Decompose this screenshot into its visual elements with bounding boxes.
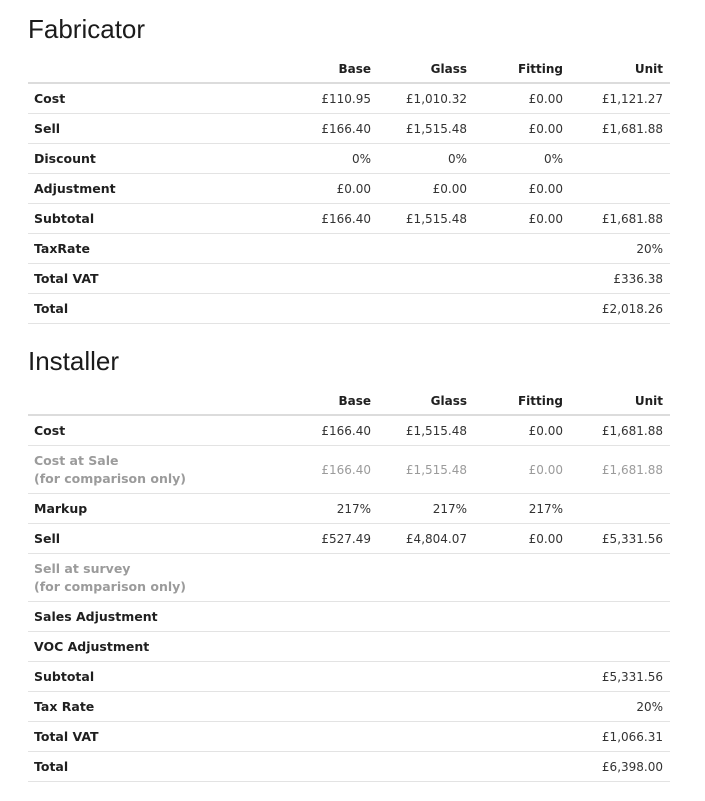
glass-value: £1,515.48 (378, 204, 474, 234)
glass-value (378, 554, 474, 602)
fitting-value (474, 602, 570, 632)
unit-value: £5,331.56 (570, 524, 670, 554)
glass-value: £1,010.32 (378, 83, 474, 114)
table-row (28, 632, 670, 662)
fitting-value (474, 632, 570, 662)
base-value (242, 722, 378, 752)
base-value (242, 632, 378, 662)
row-label: Cost at Sale (34, 452, 119, 468)
base-value: £166.40 (242, 446, 378, 494)
row-label: Markup (34, 501, 88, 516)
fabricator-section (28, 12, 670, 324)
row-label-cell (28, 234, 242, 264)
glass-value: 0% (378, 144, 474, 174)
column-header-unit: Unit (570, 388, 670, 415)
row-label-cell (28, 632, 242, 662)
row-label-cell (28, 446, 242, 494)
table-row (28, 174, 670, 204)
table-row (28, 662, 670, 692)
column-header-glass: Glass (378, 56, 474, 83)
row-label-cell (28, 692, 242, 722)
unit-value: £1,121.27 (570, 83, 670, 114)
unit-value: £1,681.88 (570, 415, 670, 446)
fabricator-title: Fabricator (28, 14, 146, 44)
fitting-value (474, 662, 570, 692)
row-label: Cost (34, 423, 66, 438)
fitting-value (474, 692, 570, 722)
table-row (28, 692, 670, 722)
glass-value (378, 662, 474, 692)
table-row (28, 602, 670, 632)
unit-value: 20% (570, 692, 670, 722)
unit-value: £1,681.88 (570, 204, 670, 234)
fitting-value: £0.00 (474, 446, 570, 494)
row-label-cell (28, 204, 242, 234)
table-row (28, 294, 670, 324)
fitting-value: £0.00 (474, 174, 570, 204)
unit-value (570, 174, 670, 204)
base-value (242, 294, 378, 324)
row-label-cell (28, 752, 242, 782)
row-sublabel: (for comparison only) (34, 578, 187, 594)
base-value (242, 234, 378, 264)
unit-value (570, 494, 670, 524)
table-row (28, 204, 670, 234)
fabricator-header-row (28, 56, 670, 83)
row-label: Discount (34, 151, 96, 166)
glass-value (378, 632, 474, 662)
table-row (28, 722, 670, 752)
unit-value: £5,331.56 (570, 662, 670, 692)
table-row (28, 144, 670, 174)
unit-value: £1,066.31 (570, 722, 670, 752)
base-value (242, 554, 378, 602)
unit-value: 20% (570, 234, 670, 264)
glass-value (378, 692, 474, 722)
row-label-cell (28, 524, 242, 554)
column-header-fitting: Fitting (474, 56, 570, 83)
fitting-value: 0% (474, 144, 570, 174)
table-row (28, 415, 670, 446)
table-row (28, 114, 670, 144)
fitting-value (474, 294, 570, 324)
fitting-value: £0.00 (474, 114, 570, 144)
column-header-base: Base (242, 56, 378, 83)
base-value: £166.40 (242, 204, 378, 234)
row-label: Total (34, 301, 69, 316)
base-value: 217% (242, 494, 378, 524)
row-sublabel: (for comparison only) (34, 470, 187, 486)
glass-value (378, 294, 474, 324)
unit-value: £1,681.88 (570, 446, 670, 494)
base-value: £0.00 (242, 174, 378, 204)
fitting-value (474, 554, 570, 602)
unit-value: £1,681.88 (570, 114, 670, 144)
row-label: Total VAT (34, 729, 99, 744)
glass-value: 217% (378, 494, 474, 524)
glass-value: £1,515.48 (378, 114, 474, 144)
unit-value: £2,018.26 (570, 294, 670, 324)
unit-value (570, 554, 670, 602)
fitting-value: £0.00 (474, 524, 570, 554)
installer-section (28, 344, 670, 782)
table-row (28, 446, 670, 494)
fitting-value: £0.00 (474, 83, 570, 114)
table-row (28, 752, 670, 782)
row-label: Total VAT (34, 271, 99, 286)
installer-header-row (28, 388, 670, 415)
column-header-unit: Unit (570, 56, 670, 83)
row-label: Subtotal (34, 211, 95, 226)
row-label: Tax Rate (34, 699, 95, 714)
row-label: Sell (34, 121, 61, 136)
row-label-cell (28, 415, 242, 446)
base-value: £527.49 (242, 524, 378, 554)
fitting-value: 217% (474, 494, 570, 524)
unit-value: £6,398.00 (570, 752, 670, 782)
glass-value: £4,804.07 (378, 524, 474, 554)
row-label: Sales Adjustment (34, 609, 158, 624)
row-label-cell (28, 174, 242, 204)
row-label-cell (28, 494, 242, 524)
glass-value: £1,515.48 (378, 446, 474, 494)
unit-value (570, 632, 670, 662)
base-value (242, 752, 378, 782)
base-value (242, 692, 378, 722)
glass-value (378, 264, 474, 294)
glass-value: £0.00 (378, 174, 474, 204)
row-label: Subtotal (34, 669, 95, 684)
row-label-cell (28, 554, 242, 602)
row-label: VOC Adjustment (34, 639, 150, 654)
row-label-cell (28, 722, 242, 752)
table-row (28, 264, 670, 294)
unit-value: £336.38 (570, 264, 670, 294)
row-label: Total (34, 759, 69, 774)
glass-value (378, 602, 474, 632)
column-header-label (28, 388, 242, 415)
table-row (28, 234, 670, 264)
installer-title: Installer (28, 346, 120, 376)
column-header-fitting: Fitting (474, 388, 570, 415)
base-value: £166.40 (242, 114, 378, 144)
unit-value (570, 144, 670, 174)
glass-value: £1,515.48 (378, 415, 474, 446)
row-label-cell (28, 602, 242, 632)
fitting-value: £0.00 (474, 415, 570, 446)
row-label-cell (28, 144, 242, 174)
row-label-cell (28, 294, 242, 324)
base-value (242, 602, 378, 632)
row-label-cell (28, 264, 242, 294)
unit-value (570, 602, 670, 632)
fitting-value (474, 722, 570, 752)
glass-value (378, 234, 474, 264)
fitting-value (474, 234, 570, 264)
base-value: £166.40 (242, 415, 378, 446)
row-label: TaxRate (34, 241, 90, 256)
installer-table (28, 388, 670, 782)
column-header-glass: Glass (378, 388, 474, 415)
row-label-cell (28, 83, 242, 114)
row-label: Cost (34, 91, 66, 106)
row-label: Adjustment (34, 181, 116, 196)
base-value: £110.95 (242, 83, 378, 114)
table-row (28, 494, 670, 524)
base-value (242, 264, 378, 294)
table-row (28, 554, 670, 602)
fitting-value (474, 752, 570, 782)
column-header-label (28, 56, 242, 83)
table-row (28, 83, 670, 114)
fitting-value: £0.00 (474, 204, 570, 234)
row-label-cell (28, 114, 242, 144)
fabricator-table (28, 56, 670, 324)
base-value (242, 662, 378, 692)
glass-value (378, 722, 474, 752)
base-value: 0% (242, 144, 378, 174)
row-label: Sell (34, 531, 61, 546)
column-header-base: Base (242, 388, 378, 415)
fitting-value (474, 264, 570, 294)
row-label: Sell at survey (34, 560, 131, 576)
glass-value (378, 752, 474, 782)
row-label-cell (28, 662, 242, 692)
table-row (28, 524, 670, 554)
